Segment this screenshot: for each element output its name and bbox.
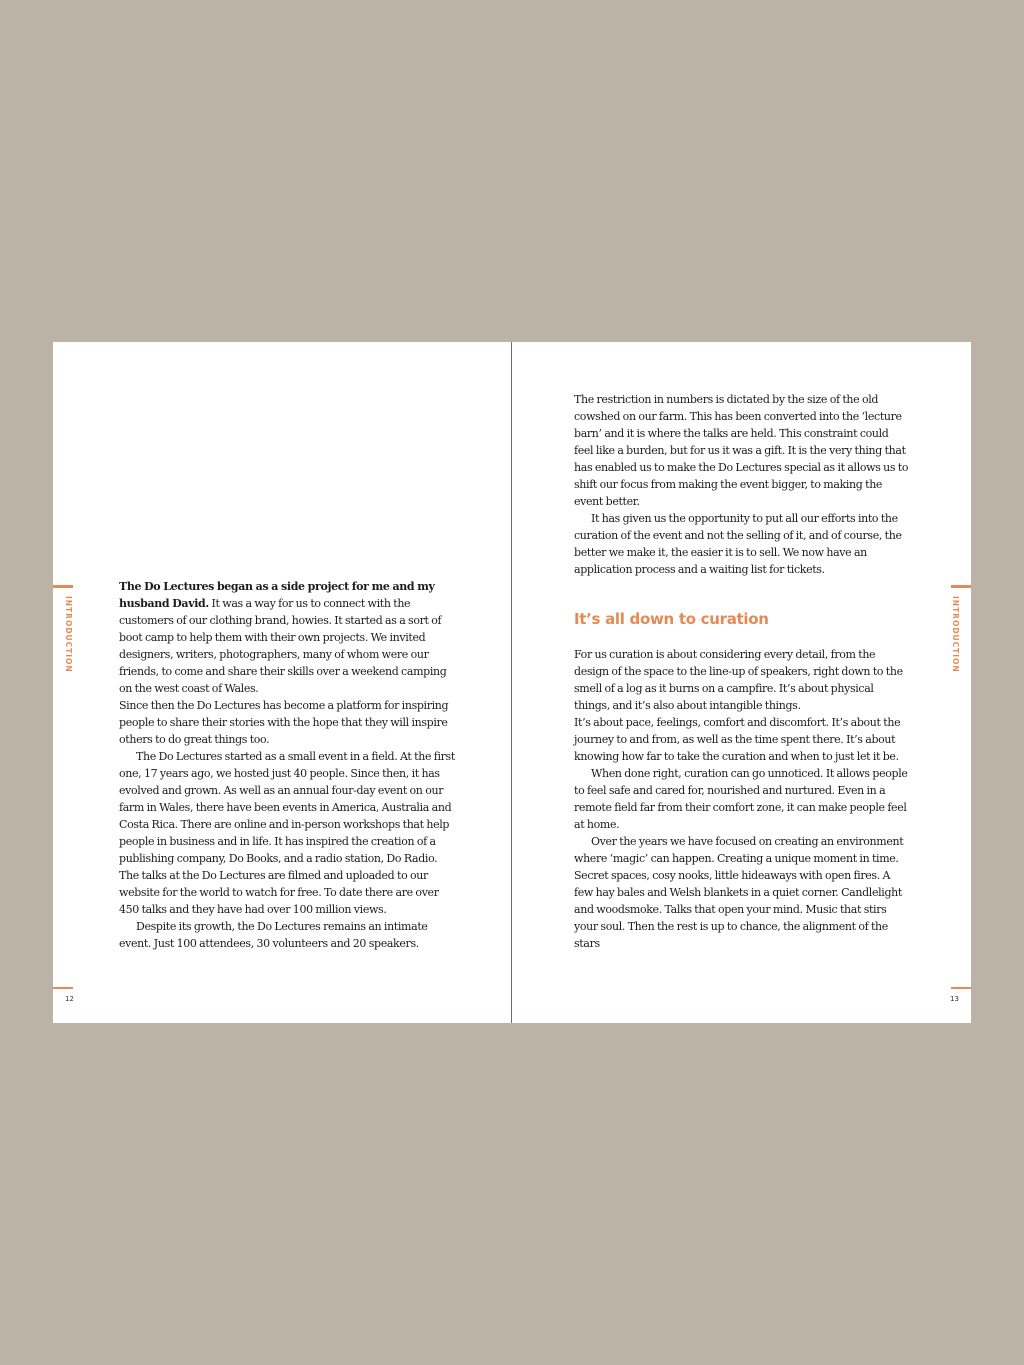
section-tab-marker (951, 585, 971, 588)
paragraph: When done right, curation can go unnoticed. It allows people to feel safe and cared for, nourished and nurtured. Even in a remote field far from their comfort zone, it can make people feel at home. (574, 767, 908, 831)
right-intro-text (574, 391, 909, 578)
right-page (512, 342, 971, 1023)
right-section-text (574, 646, 909, 952)
paragraph: Despite its growth, the Do Lectures remains an intimate event. Just 100 attendees, 30 volunteers and 20 speakers. (119, 920, 428, 950)
paragraph: The Do Lectures started as a small event in a field. At the first one, 17 years ago, we hosted just 40 people. Since then, it has evolved and grown. As well as an annual four-day event on our farm in Wales, there have been events in America, Australia and Costa Rica. There are online and in-person workshops that help people in business and in life. It has inspired the creation of a publishing company, Do Books, and a radio station, Do Radio. The talks at the Do Lectures are filmed and uploaded to our website for the world to watch for free. To date there are over 450 talks and they have had over 100 million views. (119, 750, 455, 916)
page-number: 13 (950, 995, 959, 1003)
book-spread (53, 342, 971, 1023)
folio-rule (951, 987, 971, 989)
paragraph: Since then the Do Lectures has become a platform for inspiring people to share their stories with the hope that they will inspire others to do great things too. (119, 699, 449, 746)
section-label: INTRODUCTION (64, 596, 73, 673)
left-body-text (119, 578, 459, 952)
paragraph-text: It was a way for us to connect with the customers of our clothing brand, howies. It started as a sort of boot camp to help them with their own projects. We invited designers, writers, photographers, many of whom were our friends, to come and share their skills over a weekend camping on the west coast of Wales. (119, 597, 447, 695)
page-number: 12 (65, 995, 74, 1003)
left-page (53, 342, 511, 1023)
paragraph: It’s about pace, feelings, comfort and discomfort. It’s about the journey to and from, as well as the time spent there. It’s about knowing how far to take the curation and when to just let it be. (574, 716, 901, 763)
section-label: INTRODUCTION (951, 596, 960, 673)
paragraph: Over the years we have focused on creating an environment where ‘magic’ can happen. Creating a unique moment in time. Secret spaces, cosy nooks, little hideaways with open fires. A few hay bales and Welsh blankets in a quiet corner. Candlelight and woodsmoke. Talks that open your mind. Music that stirs your soul. Then the rest is up to chance, the alignment of the stars (574, 835, 904, 950)
folio-rule (53, 987, 73, 989)
section-heading: It’s all down to curation (574, 610, 769, 628)
paragraph (119, 578, 459, 697)
paragraph: It has given us the opportunity to put all our efforts into the curation of the event and not the selling of it, and of course, the better we make it, the easier it is to sell. We now have an application process and a waiting list for tickets. (574, 512, 902, 576)
section-tab-marker (53, 585, 73, 588)
paragraph: The restriction in numbers is dictated by the size of the old cowshed on our farm. This has been converted into the ‘lecture barn’ and it is where the talks are held. This constraint could feel like a burden, but for us it was a gift. It is the very thing that has enabled us to make the Do Lectures special as it allows us to shift our focus from making the event bigger, to making the event better. (574, 393, 909, 508)
lead-sentence: The Do Lectures began as a side project for me and my husband David. (119, 580, 435, 610)
paragraph: For us curation is about considering every detail, from the design of the space to the line-up of speakers, right down to the smell of a log as it burns on a campfire. It’s about physical things, and it’s also about intangible things. (574, 648, 903, 712)
